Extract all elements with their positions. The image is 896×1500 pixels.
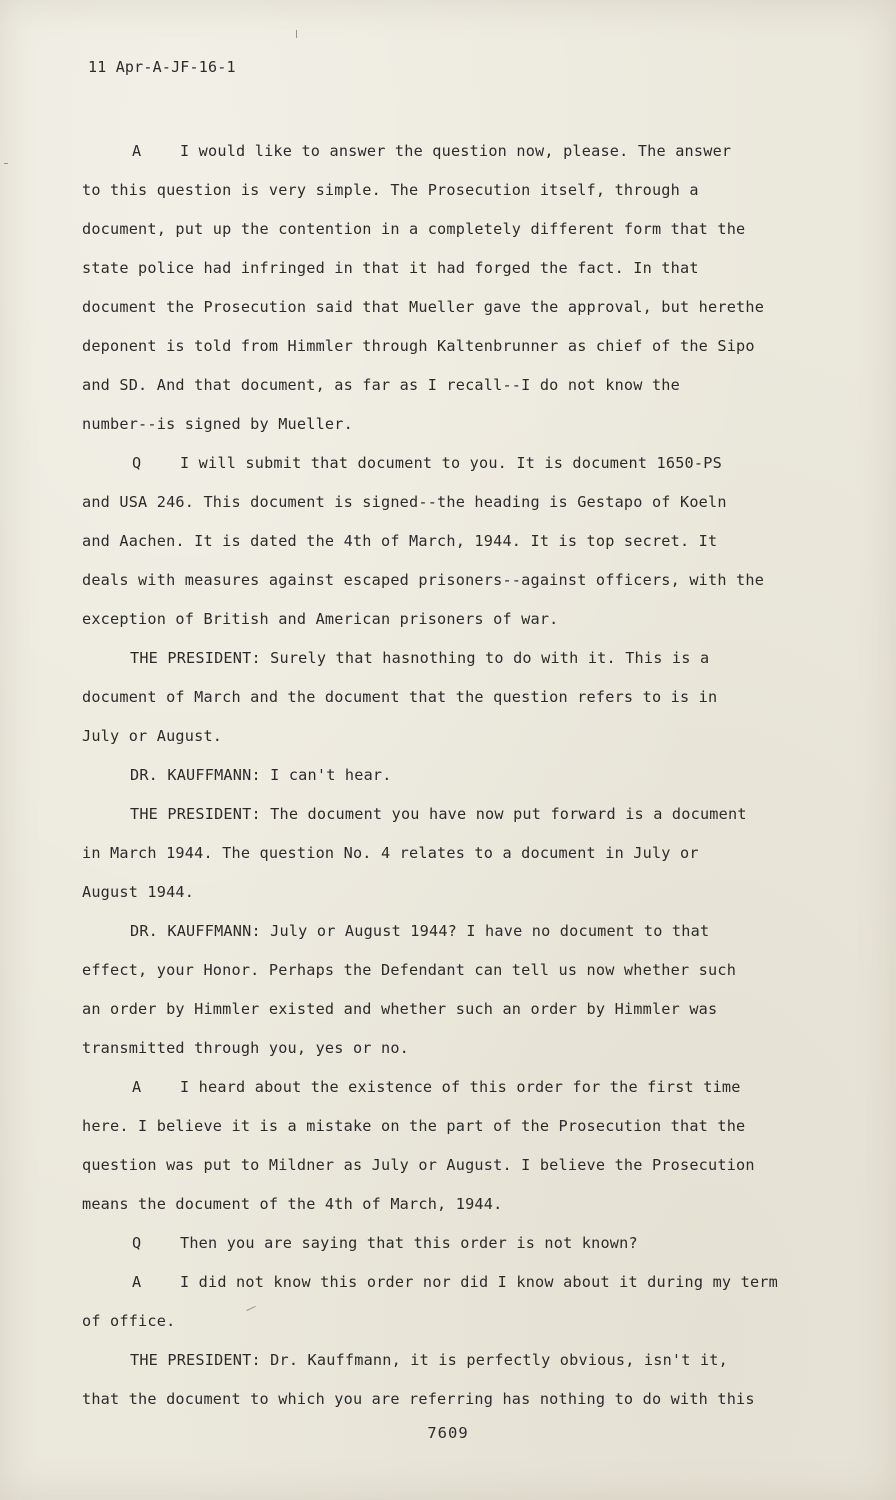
transcript-line: August 1944. bbox=[82, 883, 195, 901]
transcript-line: and USA 246. This document is signed--the heading is Gestapo of Koeln bbox=[82, 493, 727, 511]
transcript-line: document of March and the document that the question refers to is in bbox=[82, 688, 718, 706]
transcript-line: and SD. And that document, as far as I recall--I do not know the bbox=[82, 376, 680, 394]
question-marker: Q bbox=[132, 1234, 142, 1252]
page-number: 7609 bbox=[427, 1424, 469, 1442]
speaker-line: THE PRESIDENT: The document you have now put forward is a document bbox=[130, 805, 747, 823]
speaker-line: DR. KAUFFMANN: I can't hear. bbox=[130, 766, 392, 784]
transcript-line: A I would like to answer the question now, please. The answer bbox=[82, 132, 797, 171]
transcript-line: effect, your Honor. Perhaps the Defendant can tell us now whether such bbox=[82, 961, 737, 979]
transcript-line: state police had infringed in that it had forged the fact. In that bbox=[82, 259, 699, 277]
speaker-line: THE PRESIDENT: Dr. Kauffmann, it is perfectly obvious, isn't it, bbox=[130, 1351, 728, 1369]
transcript-line: transmitted through you, yes or no. bbox=[82, 1039, 410, 1057]
transcript-line: to this question is very simple. The Prosecution itself, through a bbox=[82, 181, 699, 199]
transcript-line: and Aachen. It is dated the 4th of March, 1944. It is top secret. It bbox=[82, 532, 718, 550]
transcript-line: document, put up the contention in a completely different form that the bbox=[82, 220, 746, 238]
answer-marker: A bbox=[132, 1273, 142, 1291]
answer-marker: A bbox=[132, 142, 142, 160]
transcript-line: question was put to Mildner as July or August. I believe the Prosecution bbox=[82, 1156, 755, 1174]
document-header: 11 Apr-A-JF-16-1 bbox=[88, 58, 236, 76]
transcript-line: means the document of the 4th of March, 1944. bbox=[82, 1195, 503, 1213]
transcript-line: here. I believe it is a mistake on the part of the Prosecution that the bbox=[82, 1117, 746, 1135]
transcript-line: A I heard about the existence of this order for the first time bbox=[82, 1068, 797, 1107]
transcript-line: document the Prosecution said that Mueller gave the approval, but herethe bbox=[82, 298, 765, 316]
transcript-line: of office. bbox=[82, 1312, 176, 1330]
paper-speck bbox=[4, 163, 8, 164]
speaker-line: THE PRESIDENT: Surely that hasnothing to do with it. This is a bbox=[130, 649, 710, 667]
speaker-line: DR. KAUFFMANN: July or August 1944? I have no document to that bbox=[130, 922, 710, 940]
paper-speck bbox=[296, 30, 297, 38]
transcript-line: Q I will submit that document to you. It is document 1650-PS bbox=[82, 444, 797, 483]
transcript-line: number--is signed by Mueller. bbox=[82, 415, 353, 433]
question-marker: Q bbox=[132, 454, 142, 472]
transcript-line: exception of British and American prisoners of war. bbox=[82, 610, 559, 628]
answer-marker: A bbox=[132, 1078, 142, 1096]
transcript-line: an order by Himmler existed and whether such an order by Himmler was bbox=[82, 1000, 718, 1018]
transcript-line: that the document to which you are referring has nothing to do with this bbox=[82, 1390, 755, 1408]
transcript-line: July or August. bbox=[82, 727, 223, 745]
transcript-line: in March 1944. The question No. 4 relates to a document in July or bbox=[82, 844, 699, 862]
transcript-line: deponent is told from Himmler through Kaltenbrunner as chief of the Sipo bbox=[82, 337, 755, 355]
transcript-line: Q Then you are saying that this order is not known? bbox=[82, 1224, 797, 1263]
transcript-body bbox=[82, 132, 797, 1419]
transcript-line: A I did not know this order nor did I know about it during my term bbox=[82, 1263, 797, 1302]
transcript-line: deals with measures against escaped prisoners--against officers, with the bbox=[82, 571, 765, 589]
